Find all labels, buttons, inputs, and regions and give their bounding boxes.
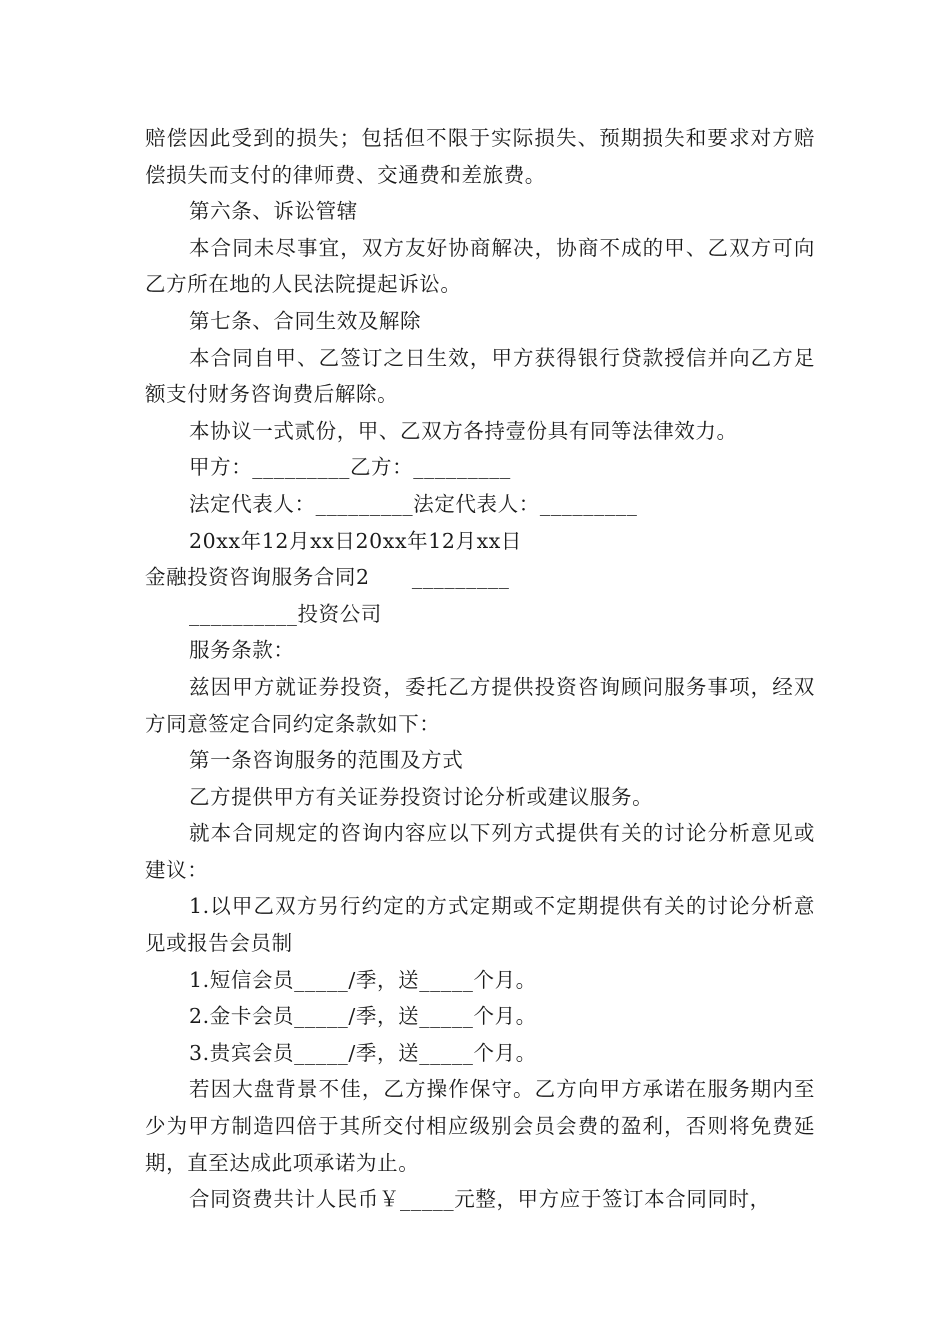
signature-dates: 20xx年12月xx日20xx年12月xx日 [189, 528, 523, 553]
paragraph-damages-continued: 赔偿因此受到的损失；包括但不限于实际损失、预期损失和要求对方赔偿损失而支付的律师费、交通费和差旅费。 [145, 126, 815, 187]
heading-article-6: 第六条、诉讼管辖 [189, 199, 358, 224]
paragraph-effect-termination: 本合同自甲、乙签订之日生效，甲方获得银行贷款授信并向乙方足额支付财务咨询费后解除。 [145, 345, 815, 407]
paragraph-preamble: 兹因甲方就证券投资，委托乙方提供投资咨询顾问服务事项，经双方同意签定合同约定条款如下： [145, 674, 815, 736]
document-body [145, 120, 815, 1218]
paragraph-litigation: 本合同未尽事宜，双方友好协商解决，协商不成的甲、乙双方可向乙方所在地的人民法院提起诉讼。 [145, 235, 815, 297]
membership-vip: 3.贵宾会员_____/季，送_____个月。 [189, 1040, 537, 1065]
heading-article-7: 第七条、合同生效及解除 [189, 308, 422, 333]
paragraph-service-scope: 乙方提供甲方有关证券投资讨论分析或建议服务。 [189, 784, 654, 809]
contract-2-title: 金融投资咨询服务合同2 _________ [145, 565, 510, 590]
paragraph-service-method: 就本合同规定的咨询内容应以下列方式提供有关的讨论分析意见或建议： [145, 821, 815, 882]
paragraph-profit-promise: 若因大盘背景不佳，乙方操作保守。乙方向甲方承诺在服务期内至少为甲方制造四倍于其所交付相应级别会员会费的盈利，否则将免费延期，直至达成此项承诺为止。 [145, 1077, 815, 1175]
heading-article-1: 第一条咨询服务的范围及方式 [189, 748, 464, 773]
heading-service-terms: 服务条款： [189, 638, 295, 663]
membership-gold: 2.金卡会员_____/季，送_____个月。 [189, 1004, 537, 1029]
investment-company-line: __________投资公司 [189, 601, 382, 626]
paragraph-membership-intro: 1.以甲乙双方另行约定的方式定期或不定期提供有关的讨论分析意见或报告会员制 [145, 894, 815, 956]
membership-sms: 1.短信会员_____/季，送_____个月。 [189, 967, 537, 992]
paragraph-fees: 合同资费共计人民币￥_____元整，甲方应于签订本合同同时， [189, 1187, 771, 1212]
paragraph-copies: 本协议一式贰份，甲、乙双方各持壹份具有同等法律效力。 [189, 418, 738, 443]
signature-parties: 甲方：_________乙方：_________ [189, 455, 511, 480]
signature-representatives: 法定代表人：_________法定代表人：_________ [189, 491, 638, 516]
